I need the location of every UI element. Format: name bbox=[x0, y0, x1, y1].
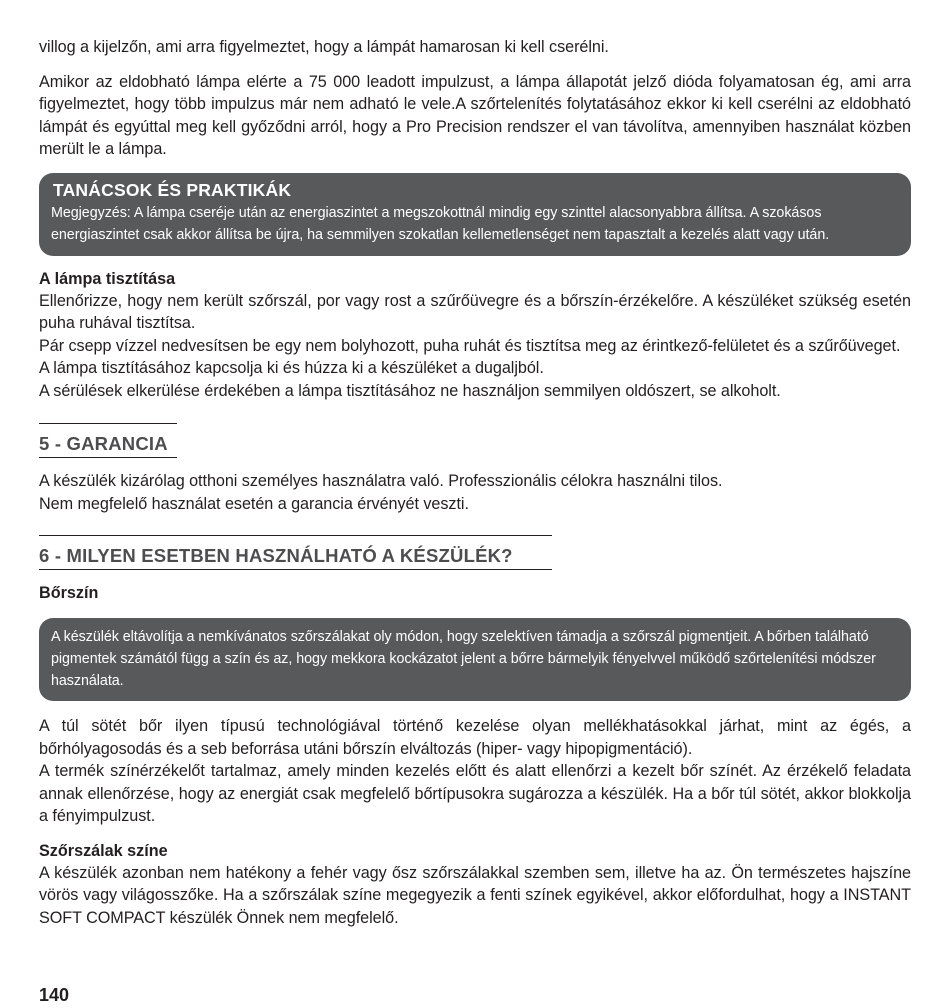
skin-paragraph-2: A termék színérzékelőt tartalmaz, amely minden kezelés előtt és alatt ellenőrzi a kezelt bőr színét. Az érzékelő feladata annak ellenőrzése, hogy az energiát csak megfelelő bőrtípusokra sugározza a készülék. Ha a bőr túl sötét, akkor blokkolja a fényimpulzust. bbox=[39, 762, 911, 825]
skin-note-text: A készülék eltávolítja a nemkívánatos szőrszálakat oly módon, hogy szelektíven támadja a szőrszál pigmentjeit. A bőrben található pigmentek számától függ a szín és az, hogy mekkora kockázatot jelent a bőrre bármelyik fényelvvel működő szőrtelenítési módszer használata. bbox=[51, 629, 876, 689]
cleaning-line: A lámpa tisztításához kapcsolja ki és húzza ki a készüléket a dugaljból. bbox=[39, 359, 544, 377]
hair-heading: Szőrszálak színe bbox=[39, 841, 168, 860]
skin-note-box bbox=[39, 618, 911, 701]
page-number: 140 bbox=[39, 985, 70, 1005]
skin-heading: Bőrszín bbox=[39, 584, 99, 602]
cleaning-line: Pár csepp vízzel nedvesítsen be egy nem bolyhozott, puha ruhát és tisztítsa meg az érintkező-felületet és a szűrőüveget. bbox=[39, 336, 901, 355]
section-6-header bbox=[39, 535, 552, 570]
section-rule bbox=[39, 535, 552, 536]
warranty-line: A készülék kizárólag otthoni személyes használatra való. Professzionális célokra használni tilos. bbox=[39, 472, 723, 490]
tips-text: Megjegyzés: A lámpa cseréje után az energiaszintet a megszokottnál mindig egy szinttel alacsonyabbra állítsa. A szokásos energiaszintet csak akkor állítsa be újra, ha semmilyen szokatlan kellemetlenséget nem tapasztalt a kezelés alatt vagy után. bbox=[51, 204, 830, 243]
section-6-title: 6 - MILYEN ESETBEN HASZNÁLHATÓ A KÉSZÜLÉK? bbox=[39, 543, 552, 570]
intro-paragraph: Amikor az eldobható lámpa elérte a 75 000 leadott impulzust, a lámpa állapotát jelző dióda folyamatosan ég, ami arra figyelmeztet, hogy több impulzus már nem adható le vele.A szőrtelenítés folytatásához ekkor ki kell cserélni az eldobható lámpát és egyúttal meg kell győződni arról, hogy a Pro Precision rendszer el van távolítva, amennyiben használat közben merült le a lámpa. bbox=[39, 72, 911, 158]
document-page bbox=[39, 36, 911, 929]
tips-box bbox=[39, 173, 911, 256]
warranty-line: Nem megfelelő használat esetén a garancia érvényét veszti. bbox=[39, 494, 469, 513]
intro-line: villog a kijelzőn, ami arra figyelmeztet, hogy a lámpát hamarosan ki kell cserélni. bbox=[39, 38, 609, 56]
section-5-title: 5 - GARANCIA bbox=[39, 431, 177, 458]
cleaning-line: A sérülések elkerülése érdekében a lámpa tisztításához ne használjon semmilyen oldószert, se alkoholt. bbox=[39, 381, 781, 400]
cleaning-heading: A lámpa tisztítása bbox=[39, 269, 176, 288]
section-rule bbox=[39, 423, 177, 424]
section-5-header bbox=[39, 423, 177, 458]
tips-title: TANÁCSOK ÉS PRAKTIKÁK bbox=[53, 179, 292, 200]
cleaning-line: Ellenőrizze, hogy nem került szőrszál, por vagy rost a szűrőüvegre és a bőrszín-érzékelőre. A készüléket szükség esetén puha ruhával tisztítsa. bbox=[39, 291, 911, 332]
skin-paragraph-1: A túl sötét bőr ilyen típusú technológiával történő kezelése olyan mellékhatásokkal járhat, mint az égés, a bőrhólyagosodás és a seb beforrása utáni bőrszín elváltozás (hiper- vagy hipopigmentáció). bbox=[39, 717, 911, 758]
hair-paragraph: A készülék azonban nem hatékony a fehér vagy ősz szőrszálakkal szemben sem, illetve ha az. Ön természetes hajszíne vörös vagy világosszőke. Ha a szőrszálak színe megegyezik a fenti színek egyikével, akkor előfordulhat, hogy a INSTANT SOFT COMPACT készülék Önnek nem megfelelő. bbox=[39, 863, 911, 927]
